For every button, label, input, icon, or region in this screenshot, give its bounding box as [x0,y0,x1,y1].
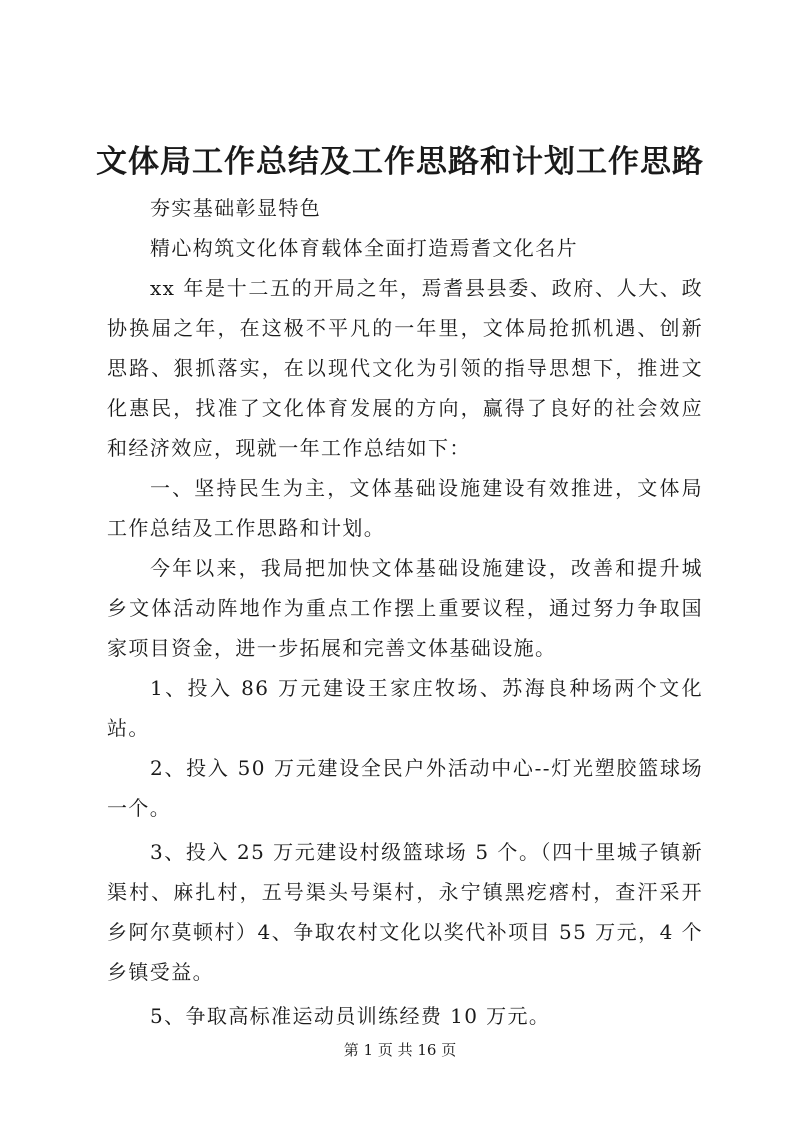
paragraph-subtitle-2: 精心构筑文化体育载体全面打造焉耆文化名片 [150,236,578,260]
paragraph-section-1: 一、坚持民生为主，文体基础设施建设有效推进，文体局工作总结及工作思路和计划。 [107,476,703,540]
paragraph-subtitle-1: 夯实基础彰显特色 [150,196,322,220]
document-title: 文体局工作总结及工作思路和计划工作思路 [96,144,704,180]
paragraph-overview: 今年以来，我局把加快文体基础设施建设，改善和提升城乡文体活动阵地作为重点工作摆上重要议程，通过努力争取国家项目资金，进一步拓展和完善文体基础设施。 [107,556,703,660]
page-number: 第 1 页 共 16 页 [343,1041,457,1059]
document-body [107,188,703,1036]
paragraph-item-5: 5、争取高标准运动员训练经费 10 万元。 [150,1004,551,1028]
paragraph-item-3-4: 3、投入 25 万元建设村级篮球场 5 个。（四十里城子镇新渠村、麻扎村，五号渠头号渠村，永宁镇黑疙瘩村，查汗采开乡阿尔莫顿村）4、争取农村文化以奖代补项目 55 万元，4 个乡镇受益。 [107,840,703,984]
paragraph-item-1: 1、投入 86 万元建设王家庄牧场、苏海良种场两个文化站。 [107,676,703,740]
paragraph-item-2: 2、投入 50 万元建设全民户外活动中心--灯光塑胶篮球场一个。 [107,756,703,820]
paragraph-intro: xx 年是十二五的开局之年，焉耆县县委、政府、人大、政协换届之年，在这极不平凡的一年里，文体局抢抓机遇、创新思路、狠抓落实，在以现代文化为引领的指导思想下，推进文化惠民，找准了文化体育发展的方向，赢得了良好的社会效应和经济效应，现就一年工作总结如下： [107,276,703,460]
